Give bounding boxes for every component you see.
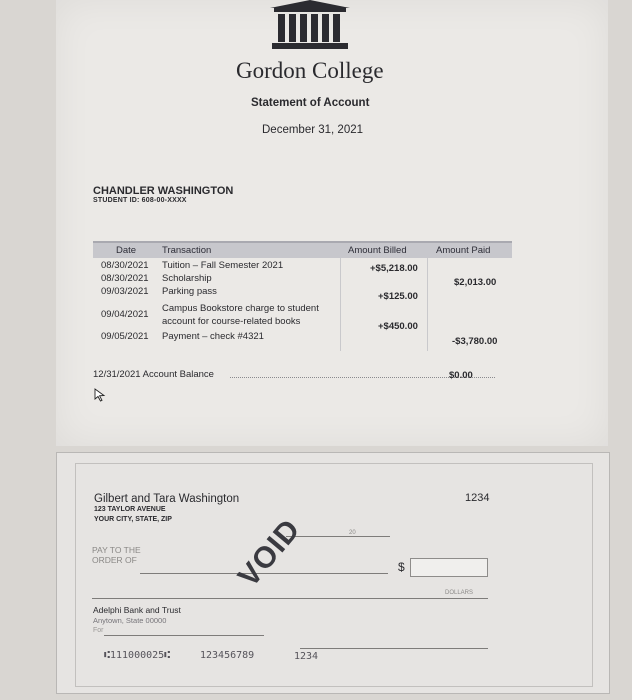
row-transaction: Scholarship bbox=[162, 273, 212, 284]
dollars-label: DOLLARS bbox=[445, 590, 474, 596]
statement-date: December 31, 2021 bbox=[262, 124, 364, 136]
pay-to-label: PAY TO THE bbox=[92, 545, 141, 555]
order-of-label: ORDER OF bbox=[92, 555, 137, 565]
memo-label: For bbox=[93, 627, 104, 634]
statement-title: Statement of Account bbox=[251, 97, 370, 109]
header-date: Date bbox=[116, 245, 137, 256]
balance-label: 12/31/2021 Account Balance bbox=[93, 369, 214, 380]
column-divider bbox=[340, 258, 341, 351]
payer-name: Gilbert and Tara Washington bbox=[94, 493, 240, 505]
row-billed: +$450.00 bbox=[378, 321, 418, 332]
transactions-table bbox=[93, 241, 512, 353]
student-id: STUDENT ID: 608-00-XXXX bbox=[93, 197, 187, 204]
row-paid: -$3,780.00 bbox=[452, 336, 498, 347]
student-name: CHANDLER WASHINGTON bbox=[93, 185, 234, 197]
header-amount-paid: Amount Paid bbox=[436, 245, 491, 256]
row-transaction: Campus Bookstore charge to student bbox=[162, 303, 319, 314]
balance-value: $0.00 bbox=[449, 370, 473, 381]
date-prefix: 20 bbox=[349, 530, 356, 536]
micr-routing: ⑆111000025⑆ bbox=[104, 650, 171, 661]
college-logo-icon bbox=[264, 0, 356, 50]
header-transaction: Transaction bbox=[162, 245, 212, 256]
void-stamp: VOID bbox=[232, 512, 308, 594]
row-billed: +$5,218.00 bbox=[370, 263, 418, 274]
row-date: 09/04/2021 bbox=[101, 309, 149, 320]
row-transaction: Payment – check #4321 bbox=[162, 331, 264, 342]
memo-line bbox=[104, 635, 264, 636]
row-date: 09/03/2021 bbox=[101, 286, 149, 297]
amount-words-line bbox=[92, 598, 488, 599]
row-date: 09/05/2021 bbox=[101, 331, 149, 342]
mouse-cursor-icon bbox=[94, 388, 106, 402]
row-paid: $2,013.00 bbox=[454, 277, 497, 288]
row-transaction-line2: account for course-related books bbox=[162, 316, 301, 327]
micr-account: 123456789 bbox=[200, 650, 255, 661]
college-name: Gordon College bbox=[236, 58, 384, 83]
row-billed: +$125.00 bbox=[378, 291, 418, 302]
payer-address: 123 TAYLOR AVENUE bbox=[94, 506, 166, 513]
signature-line bbox=[300, 648, 488, 649]
bank-name: Adelphi Bank and Trust bbox=[93, 605, 181, 615]
bank-city: Anytown, State 00000 bbox=[93, 616, 167, 625]
check-number: 1234 bbox=[465, 492, 490, 504]
row-transaction: Parking pass bbox=[162, 286, 217, 297]
row-date: 08/30/2021 bbox=[101, 260, 149, 271]
dollar-sign: $ bbox=[398, 560, 405, 574]
amount-box[interactable] bbox=[410, 558, 488, 577]
header-amount-billed: Amount Billed bbox=[348, 245, 407, 256]
column-divider bbox=[427, 258, 428, 351]
micr-check-number: 1234 bbox=[294, 651, 319, 662]
payer-city: YOUR CITY, STATE, ZIP bbox=[94, 516, 172, 523]
row-date: 08/30/2021 bbox=[101, 273, 149, 284]
row-transaction: Tuition – Fall Semester 2021 bbox=[162, 260, 284, 271]
